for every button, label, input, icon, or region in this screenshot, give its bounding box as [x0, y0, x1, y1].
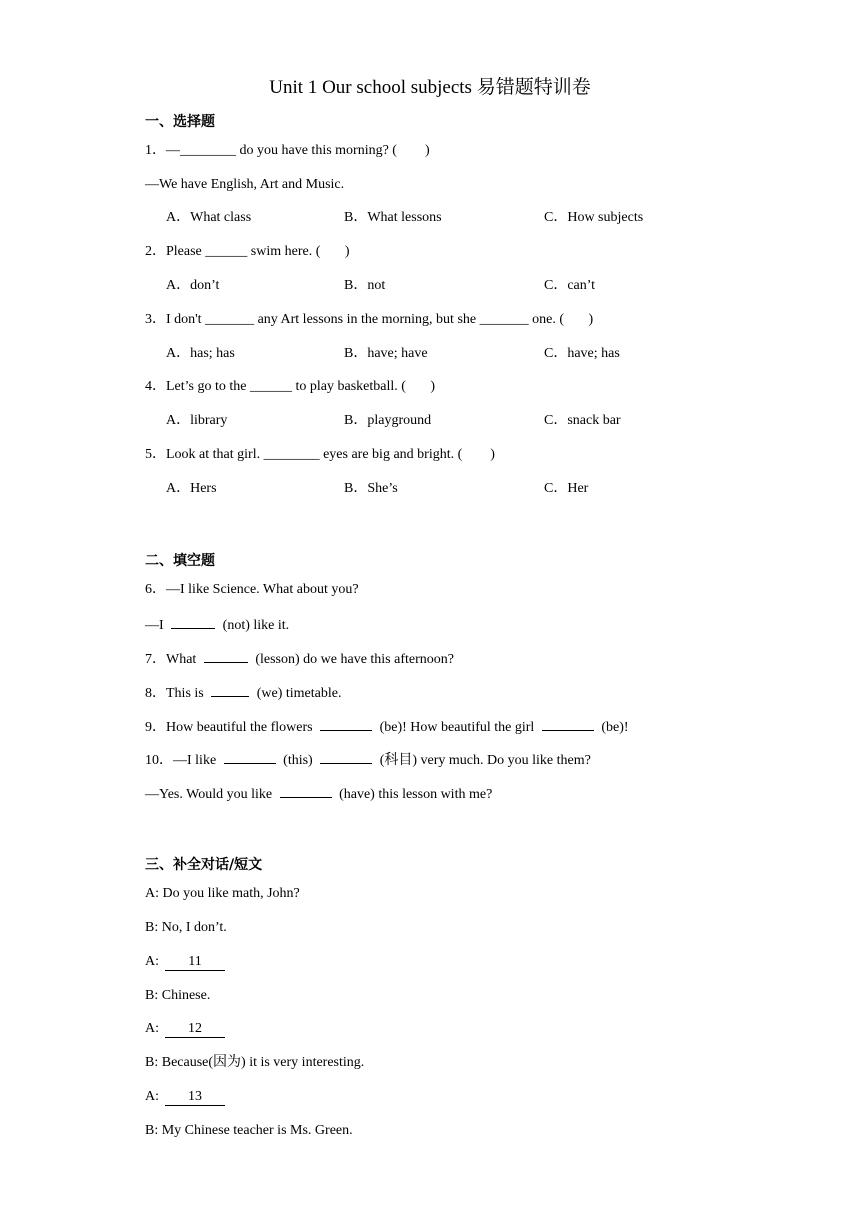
option-a[interactable]: A．has; has [166, 346, 235, 361]
text: 10．—I like [145, 753, 217, 768]
option-b[interactable]: B．have; have [344, 346, 428, 361]
text: (lesson) do we have this afternoon? [255, 652, 454, 667]
question-3-options [166, 344, 726, 364]
option-c[interactable]: C．Her [544, 481, 589, 496]
answer-blank[interactable] [320, 716, 372, 731]
question-1-response: —We have English, Art and Music. [145, 177, 345, 192]
option-a[interactable]: A．What class [166, 210, 252, 225]
question-7 [145, 648, 454, 670]
text: (this) [283, 753, 313, 768]
dialog-line: A: Do you like math, John? [145, 886, 300, 901]
answer-blank-13[interactable]: 13 [165, 1089, 225, 1106]
question-4-options [166, 411, 726, 431]
option-a[interactable]: A．Hers [166, 481, 217, 496]
dialog-line: B: No, I don’t. [145, 920, 227, 935]
dialog-line: B: Because(因为) it is very interesting. [145, 1055, 365, 1070]
answer-blank[interactable] [280, 783, 332, 798]
text: —Yes. Would you like [145, 787, 273, 802]
answer-blank[interactable] [542, 716, 594, 731]
speaker: A: [145, 1021, 159, 1036]
option-a[interactable]: A．don’t [166, 278, 220, 293]
text: (科目) very much. Do you like them? [379, 753, 591, 768]
answer-blank[interactable] [171, 614, 215, 629]
dialog-line: B: Chinese. [145, 988, 211, 1003]
text: (be)! [601, 720, 629, 735]
speaker: A: [145, 954, 159, 969]
question-10-response [145, 783, 492, 805]
question-8 [145, 682, 341, 704]
option-a[interactable]: A．library [166, 413, 228, 428]
question-1-options [166, 208, 726, 228]
answer-blank-12[interactable]: 12 [165, 1021, 225, 1038]
text: (have) this lesson with me? [339, 787, 493, 802]
answer-blank[interactable] [320, 749, 372, 764]
option-b[interactable]: B．She’s [344, 481, 398, 496]
question-3-stem: 3．I don't _______ any Art lessons in the morning, but she _______ one. ( ) [145, 312, 594, 327]
text: 7．What [145, 652, 197, 667]
dialog-line [145, 1087, 225, 1107]
option-b[interactable]: B．What lessons [344, 210, 442, 225]
dialog-line [145, 952, 225, 972]
text: —I [145, 618, 164, 633]
question-2-stem: 2．Please ______ swim here. ( ) [145, 244, 350, 259]
dialog-line [145, 1019, 225, 1039]
text: (we) timetable. [256, 686, 342, 701]
question-6-answer-line [145, 614, 289, 636]
question-5-stem: 5．Look at that girl. ________ eyes are big and bright. ( ) [145, 447, 495, 462]
option-c[interactable]: C．snack bar [544, 413, 621, 428]
option-b[interactable]: B．playground [344, 413, 432, 428]
question-10 [145, 749, 591, 771]
dialog-line: B: My Chinese teacher is Ms. Green. [145, 1123, 353, 1138]
question-4-stem: 4．Let’s go to the ______ to play basketball. ( ) [145, 379, 436, 394]
speaker: A: [145, 1089, 159, 1104]
option-c[interactable]: C．have; has [544, 346, 620, 361]
answer-blank-11[interactable]: 11 [165, 954, 225, 971]
answer-blank[interactable] [211, 682, 249, 697]
question-5-options [166, 479, 726, 499]
section-heading-choice: 一、选择题 [145, 114, 215, 130]
option-c[interactable]: C．can’t [544, 278, 596, 293]
question-1-stem: 1．—________ do you have this morning? ( ) [145, 143, 430, 158]
page-title: Unit 1 Our school subjects 易错题特训卷 [269, 77, 591, 98]
answer-blank[interactable] [224, 749, 276, 764]
text: (be)! How beautiful the girl [379, 720, 535, 735]
option-b[interactable]: B．not [344, 278, 386, 293]
question-9 [145, 716, 629, 738]
question-2-options [166, 276, 726, 296]
section-heading-fill: 二、填空题 [145, 553, 215, 569]
text: 9．How beautiful the flowers [145, 720, 313, 735]
question-6-stem: 6．—I like Science. What about you? [145, 582, 359, 597]
option-c[interactable]: C．How subjects [544, 210, 644, 225]
text: (not) like it. [222, 618, 290, 633]
section-heading-dialog: 三、补全对话/短文 [145, 857, 263, 873]
text: 8．This is [145, 686, 204, 701]
answer-blank[interactable] [204, 648, 248, 663]
